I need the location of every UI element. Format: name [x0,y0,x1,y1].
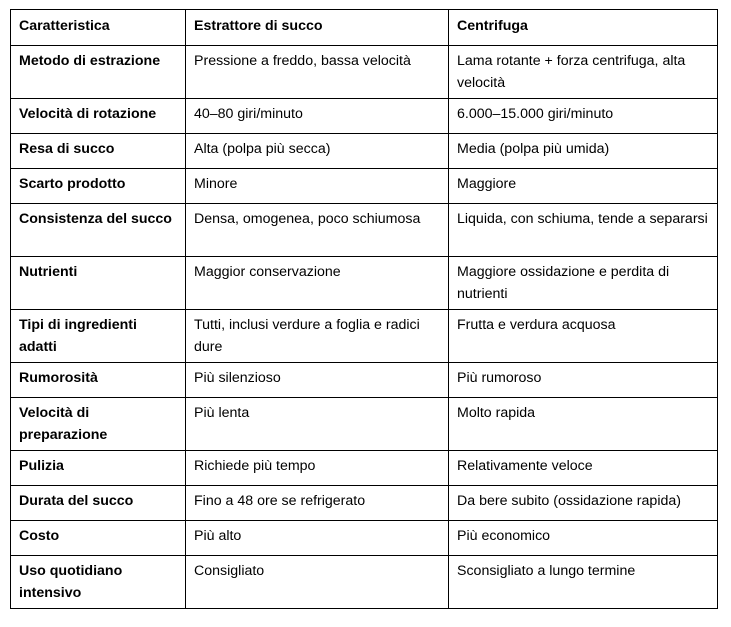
feature-cell: Costo [11,521,186,556]
feature-cell: Velocità di preparazione [11,398,186,451]
comparison-table [10,9,718,609]
estrattore-cell: Più lenta [186,398,449,451]
feature-cell: Velocità di rotazione [11,99,186,134]
estrattore-cell: Minore [186,169,449,204]
feature-cell: Nutrienti [11,257,186,310]
table-row [11,451,718,486]
estrattore-cell: Richiede più tempo [186,451,449,486]
centrifuga-cell: Molto rapida [449,398,718,451]
feature-cell: Scarto prodotto [11,169,186,204]
estrattore-cell: 40–80 giri/minuto [186,99,449,134]
centrifuga-cell: Lama rotante + forza centrifuga, alta velocità [449,46,718,99]
table-body [11,46,718,609]
feature-cell: Durata del succo [11,486,186,521]
table-header-row [11,10,718,46]
feature-cell: Metodo di estrazione [11,46,186,99]
centrifuga-cell: Più economico [449,521,718,556]
table-row [11,556,718,609]
estrattore-cell: Pressione a freddo, bassa velocità [186,46,449,99]
feature-cell: Rumorosità [11,363,186,398]
table-row [11,486,718,521]
estrattore-cell: Più silenzioso [186,363,449,398]
estrattore-cell: Alta (polpa più secca) [186,134,449,169]
centrifuga-cell: Relativamente veloce [449,451,718,486]
estrattore-cell: Consigliato [186,556,449,609]
table-row [11,204,718,257]
centrifuga-cell: Più rumoroso [449,363,718,398]
estrattore-cell: Densa, omogenea, poco schiumosa [186,204,449,257]
estrattore-cell: Fino a 48 ore se refrigerato [186,486,449,521]
table-row [11,257,718,310]
comparison-table-container [10,9,717,609]
centrifuga-cell: Maggiore ossidazione e perdita di nutrienti [449,257,718,310]
estrattore-cell: Più alto [186,521,449,556]
estrattore-cell: Tutti, inclusi verdure a foglia e radici dure [186,310,449,363]
feature-cell: Consistenza del succo [11,204,186,257]
table-row [11,521,718,556]
table-row [11,398,718,451]
centrifuga-cell: 6.000–15.000 giri/minuto [449,99,718,134]
header-centrifuga: Centrifuga [449,10,718,46]
header-estrattore: Estrattore di succo [186,10,449,46]
header-caratteristica: Caratteristica [11,10,186,46]
centrifuga-cell: Frutta e verdura acquosa [449,310,718,363]
table-row [11,99,718,134]
table-row [11,363,718,398]
feature-cell: Uso quotidiano intensivo [11,556,186,609]
feature-cell: Pulizia [11,451,186,486]
table-row [11,169,718,204]
table-row [11,310,718,363]
centrifuga-cell: Sconsigliato a lungo termine [449,556,718,609]
feature-cell: Resa di succo [11,134,186,169]
centrifuga-cell: Liquida, con schiuma, tende a separarsi [449,204,718,257]
feature-cell: Tipi di ingredienti adatti [11,310,186,363]
centrifuga-cell: Maggiore [449,169,718,204]
table-row [11,134,718,169]
table-row [11,46,718,99]
estrattore-cell: Maggior conservazione [186,257,449,310]
centrifuga-cell: Da bere subito (ossidazione rapida) [449,486,718,521]
centrifuga-cell: Media (polpa più umida) [449,134,718,169]
